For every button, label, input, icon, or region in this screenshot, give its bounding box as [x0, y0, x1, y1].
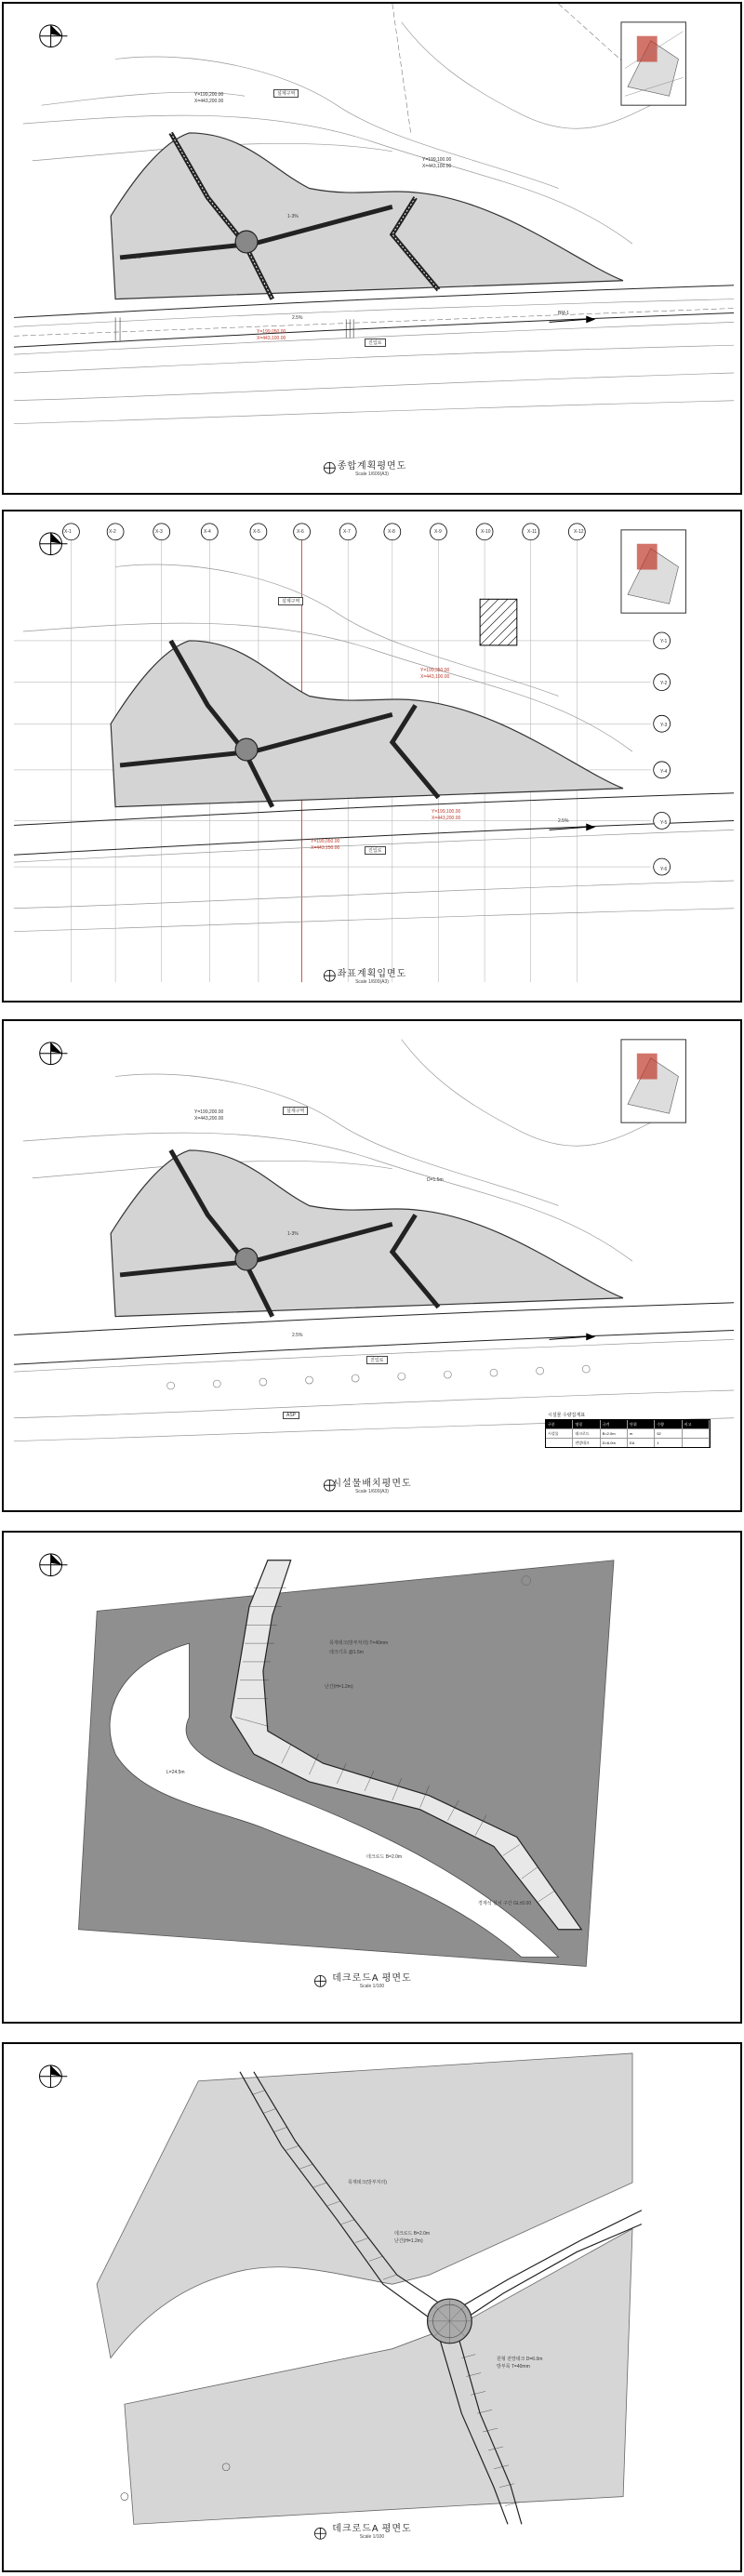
coordinate-note: X=443,100.00 [420, 674, 450, 680]
sheet-title: 데크로드A 평면도 [332, 2524, 412, 2534]
grid-column-label: X-12 [574, 529, 584, 535]
grid-row-label: Y-1 [660, 639, 668, 644]
material-note: 원형 전망데크 D=6.0m [497, 2357, 543, 2362]
dimension-note: L=24.5m [166, 1770, 185, 1775]
coordinate-note: X=443,200.00 [194, 1116, 224, 1122]
slope-note: 2.5% [292, 1333, 303, 1338]
table-header: 단위 [628, 1420, 655, 1428]
grid-column-label: X-8 [388, 529, 395, 535]
drawing-sheet-3 [2, 1019, 742, 1512]
grid-column-label: X-7 [343, 529, 351, 535]
table-cell [683, 1429, 710, 1438]
grid-column-label: X-2 [109, 529, 116, 535]
area-tag: 설계구역 [283, 1107, 308, 1115]
site-plan-drawing [4, 4, 740, 493]
grid-column-label: X-6 [297, 529, 304, 535]
table-cell: 데크로드 [573, 1429, 600, 1438]
table-header: 비고 [683, 1420, 710, 1428]
table-cell: m [628, 1429, 655, 1438]
table-cell: 1 [655, 1439, 682, 1447]
table-cell: D=6.0m [601, 1439, 628, 1447]
sheet-scale: Scale 1/600(A3) [355, 1489, 389, 1494]
table-cell [546, 1439, 573, 1447]
material-note: 난간(H=1.2m) [394, 2238, 423, 2244]
slope-note: 1-3% [287, 214, 299, 219]
slope-note: 2.5% [292, 315, 303, 321]
coordinate-note: Y=199,200.00 [194, 1109, 224, 1115]
grid-column-label: X-9 [434, 529, 442, 535]
grid-row-label: Y-4 [660, 769, 668, 775]
area-tag: 진입로 [365, 339, 386, 347]
coordinate-note: Y=199,100.00 [432, 809, 461, 815]
table-cell: 52 [655, 1429, 682, 1438]
table-header: 명칭 [573, 1420, 600, 1428]
drawing-sheet-2 [2, 510, 742, 1003]
coordinate-plan-drawing [4, 511, 740, 1001]
material-note: 데크기초 @1.5m [329, 1650, 364, 1655]
grid-row-label: Y-3 [660, 723, 668, 728]
material-note: 방부목 T=40mm [497, 2364, 530, 2370]
sheet-title: 좌표계획입면도 [337, 969, 407, 979]
table-cell: EA [628, 1439, 655, 1447]
material-note: 목재데크(방부처리) T=40mm [329, 1640, 389, 1646]
sheet-title: 시설물배치평면도 [332, 1479, 412, 1489]
grid-column-label: X-3 [155, 529, 163, 535]
drawing-sheet-4 [2, 1531, 742, 2024]
coordinate-note: Y=199,350.00 [420, 668, 450, 673]
material-note: 데크로드 B=2.0m [394, 2231, 431, 2237]
material-note: 데크로드 B=2.0m [366, 1854, 403, 1860]
table-cell [683, 1439, 710, 1447]
table-row [546, 1428, 710, 1438]
coordinate-note: X=443,200.00 [194, 99, 224, 104]
sheet-title: 데크로드A 평면도 [332, 1973, 412, 1984]
sheet-scale: Scale 1/600(A3) [355, 979, 389, 985]
area-tag: 진입로 [366, 1356, 388, 1364]
drawing-sheet-5 [2, 2042, 742, 2572]
grid-row-label: Y-5 [660, 820, 668, 826]
legend-title: 시설물 수량집계표 [548, 1413, 586, 1418]
grid-column-label: X-10 [481, 529, 491, 535]
material-note: 경계석 설치 구간 GL±0.00 [478, 1901, 532, 1906]
dimension-note: D=1.5m [427, 1177, 444, 1183]
drawing-sheet-1 [2, 2, 742, 495]
material-note: 목재데크(방부처리) [348, 2180, 387, 2185]
table-cell: B=2.0m [601, 1429, 628, 1438]
benchmark-note: BM-1 [558, 311, 569, 316]
sheet-scale: Scale 1/600(A3) [355, 471, 389, 477]
sheet-scale: Scale 1/100 [359, 2534, 385, 2540]
grid-column-label: X-5 [253, 529, 260, 535]
coordinate-note: Y=199,050.00 [257, 329, 286, 335]
slope-note: 2.5% [558, 818, 569, 824]
coordinate-note: Y=199,050.00 [311, 839, 340, 844]
table-header: 수량 [655, 1420, 682, 1428]
deck-road-detail-drawing-2 [4, 2044, 740, 2570]
sheet-title: 종합계획평면도 [337, 461, 407, 471]
area-tag: 설계구역 [278, 597, 303, 605]
table-header: 구분 [546, 1420, 573, 1428]
area-tag: 설계구역 [273, 89, 299, 98]
coordinate-note: Y=199,100.00 [422, 157, 452, 163]
coordinate-note: Y=199,200.00 [194, 92, 224, 98]
coordinate-note: X=443,100.00 [257, 336, 286, 341]
deck-road-detail-drawing [4, 1533, 740, 2022]
coordinate-note: X=443,150.00 [311, 845, 340, 851]
coordinate-note: X=443,100.00 [422, 164, 452, 169]
table-row [546, 1438, 710, 1447]
grid-column-label: X-1 [64, 529, 72, 535]
table-cell: 시설물 [546, 1429, 573, 1438]
grid-row-label: Y-6 [660, 867, 668, 872]
slope-note: 1-3% [287, 1231, 299, 1237]
table-cell: 전망데크 [573, 1439, 600, 1447]
table-header: 규격 [601, 1420, 628, 1428]
sheet-scale: Scale 1/100 [359, 1984, 385, 1989]
material-note: 난간(H=1.2m) [325, 1684, 353, 1690]
grid-column-label: X-4 [204, 529, 211, 535]
quantity-table [545, 1419, 711, 1448]
area-tag: 진입로 [365, 846, 386, 855]
grid-row-label: Y-2 [660, 681, 668, 686]
slope-note: 3% [134, 255, 141, 260]
area-tag: ASP [283, 1412, 299, 1419]
grid-column-label: X-11 [527, 529, 538, 535]
coordinate-note: X=443,200.00 [432, 816, 461, 821]
